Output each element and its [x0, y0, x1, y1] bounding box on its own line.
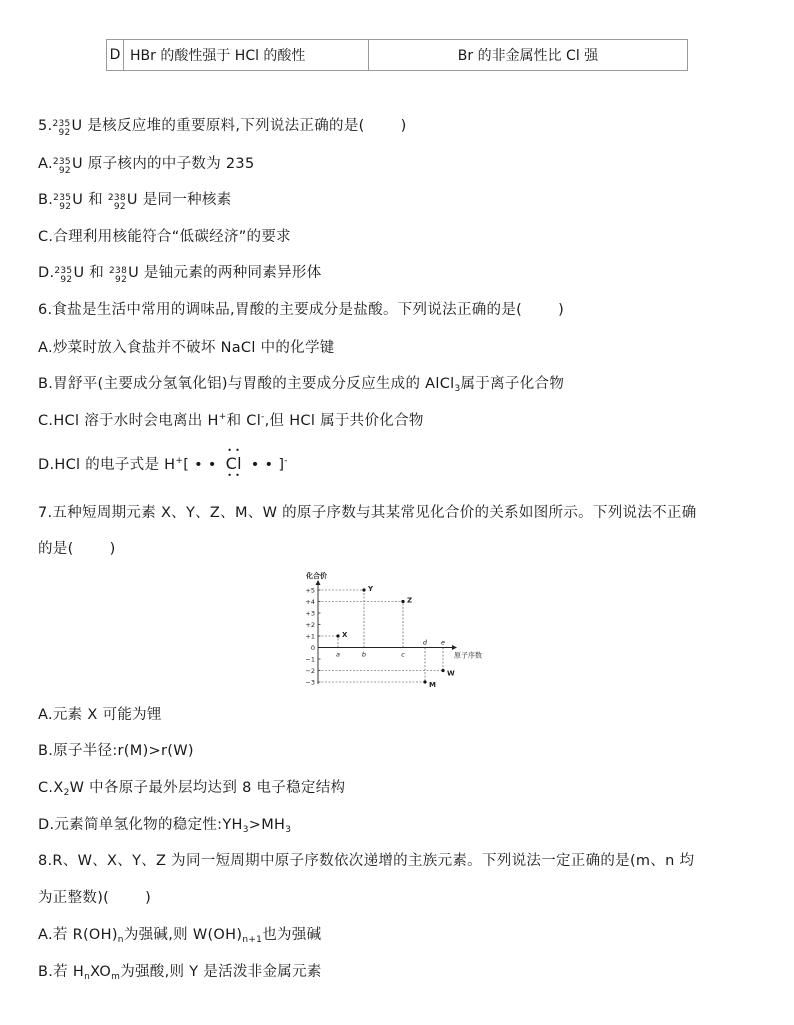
point-label: W: [447, 669, 455, 678]
q6-option-b: B.胃舒平(主要成分氢氧化铝)与胃酸的主要成分反应生成的 AlCl$_3$属于离子化合物: [38, 376, 565, 394]
electron-dots-top: • •: [227, 446, 241, 455]
reason-cell: Br 的非金属性比 Cl 强: [369, 40, 688, 71]
q8-stem-line2: 为正整数)( ): [38, 890, 152, 906]
data-point: [423, 680, 426, 683]
electron-dots-bottom: • •: [227, 471, 241, 480]
q7-option-d: D.元素简单氢化物的稳定性$:YH_3>MH_3$: [38, 817, 292, 835]
q8-stem-line1: 8.R、W、X、Y、Z 为同一短周期中原子序数依次递增的主族元素。下列说法一定正确的是(m、n 均: [38, 853, 695, 869]
y-tick-label: −3: [305, 678, 315, 687]
y-tick-label: −2: [305, 666, 315, 675]
chlorine-symbol: • • Cl • •: [225, 446, 242, 480]
point-label: X: [342, 631, 348, 639]
q8-option-a: A.若 $R(OH)_n$为强碱,则 $W(OH)_{n+1}$也为强碱: [38, 927, 322, 945]
data-point: [401, 600, 404, 603]
point-label: M: [429, 681, 436, 689]
y-tick-label: +3: [305, 609, 315, 618]
q7-stem-line2: 的是( ): [38, 541, 116, 557]
q6-option-c: C.HCl 溶于水时会电离出 H+和 Cl-,但 HCl 属于共价化合物: [38, 412, 424, 429]
q5-number: 5.: [38, 118, 53, 134]
q7-stem-line1: 7.五种短周期元素 X、Y、Z、M、W 的原子序数与其某常见化合价的关系如图所示。下列说法不正确: [38, 505, 697, 521]
valence-chart: [286, 568, 486, 693]
q7-option-c: $C.X_2W$ 中各原子最外层均达到 8 电子稳定结构: [38, 780, 346, 798]
x-axis-label: 原子序数: [454, 651, 482, 660]
q6-option-a: A.炒菜时放入食盐并不破坏 NaCl 中的化学键: [38, 340, 335, 356]
table-row: [107, 40, 688, 71]
q7-option-a: A.元素 X 可能为锂: [38, 707, 162, 723]
electron-dots-left: • •: [194, 457, 217, 473]
x-tick-label: d: [422, 638, 428, 647]
x-tick-label: e: [441, 638, 445, 647]
electron-dots-right: • •: [250, 457, 274, 473]
isotope-u235: 235 92: [52, 119, 71, 138]
y-axis-label: 化合价: [306, 572, 327, 580]
fact-cell: HBr 的酸性强于 HCl 的酸性: [124, 40, 369, 71]
x-tick-label: a: [336, 650, 340, 659]
option-label: D: [107, 40, 124, 71]
q5-option-c: C.合理利用核能符合“低碳经济”的要求: [38, 229, 291, 245]
point-label: Z: [407, 596, 413, 605]
point-label: Y: [368, 585, 374, 593]
q5-option-a: A. 235 92 U 原子核内的中子数为 235: [38, 156, 255, 176]
data-point: [441, 669, 444, 672]
x-tick-label: c: [401, 650, 405, 659]
y-tick-label: +5: [305, 586, 315, 595]
q5-option-d: D. 235 92 U 和 238 92 U 是铀元素的两种同素异形体: [38, 265, 322, 285]
y-tick-label: +4: [305, 597, 315, 606]
q6-option-d: D.HCl 的电子式是 H+[ • • • • Cl • • • • ]-: [38, 446, 288, 480]
data-point: [362, 588, 365, 591]
q6-stem: 6.食盐是生活中常用的调味品,胃酸的主要成分是盐酸。下列说法正确的是( ): [38, 302, 565, 318]
y-tick-label: −1: [305, 655, 315, 664]
answer-table: [106, 39, 688, 71]
data-point: [336, 634, 339, 637]
q8-option-b: B.若 $H_nXO_m$为强酸,则 Y 是活泼非金属元素: [38, 964, 322, 982]
y-tick-label: +1: [305, 632, 315, 641]
y-axis-arrow: [316, 580, 321, 585]
x-axis-arrow: [452, 645, 457, 650]
x-tick-label: b: [361, 650, 367, 659]
q7-option-b: B.原子半径:r(M)>r(W): [38, 743, 194, 759]
y-tick-label: 0: [310, 643, 315, 652]
y-tick-label: +2: [305, 620, 315, 629]
q5-option-b: B. 235 92 U 和 238 92 U 是同一种核素: [38, 192, 232, 212]
q5-stem: 5. 235 92 U 是核反应堆的重要原料,下列说法正确的是( ): [38, 118, 407, 138]
q5-stem-text: U 是核反应堆的重要原料,下列说法正确的是(: [71, 118, 365, 134]
